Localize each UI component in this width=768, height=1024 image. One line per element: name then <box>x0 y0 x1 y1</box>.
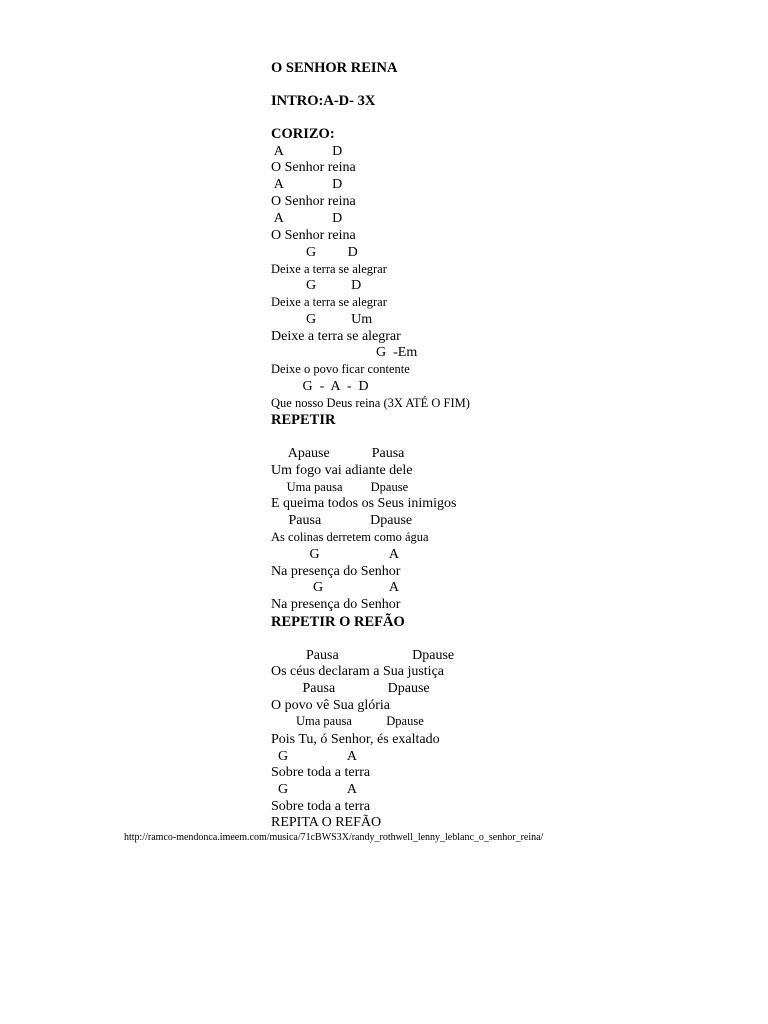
lyric-line: Pois Tu, ó Senhor, és exaltado <box>271 732 440 747</box>
lyric-line: O Senhor reina <box>271 160 356 175</box>
section-heading: REPETIR O REFÃO <box>271 614 405 630</box>
chord-line: G D <box>271 278 362 293</box>
lyric-line: Que nosso Deus reina (3X ATÉ O FIM) <box>271 396 470 410</box>
section-heading: CORIZO: <box>271 126 335 142</box>
lyric-line: Deixe a terra se alegrar <box>271 329 401 344</box>
lyric-line: E queima todos os Seus inimigos <box>271 496 457 511</box>
chord-line: Pausa Dpause <box>271 513 413 528</box>
lyric-line: Na presença do Senhor <box>271 597 401 612</box>
closing-instruction: REPITA O REFÃO <box>271 815 382 830</box>
chord-line: G Um <box>271 312 373 327</box>
lyric-line: Os céus declaram a Sua justiça <box>271 664 444 679</box>
lyric-line: O Senhor reina <box>271 228 356 243</box>
lyric-line: Deixe a terra se alegrar <box>271 295 387 309</box>
chord-line: G -Em <box>271 345 418 360</box>
chord-line: G D <box>271 245 358 260</box>
chord-line: G A <box>271 749 357 764</box>
lyric-line: O povo vê Sua glória <box>271 698 390 713</box>
source-url: http://ramco-mendonca.imeem.com/musica/71cBWS3X/randy_rothwell_lenny_leblanc_o_senhor_reina/ <box>124 832 544 843</box>
lyric-line: As colinas derretem como água <box>271 530 429 544</box>
chord-line: Uma pausa Dpause <box>271 480 409 494</box>
intro-line: INTRO:A-D- 3X <box>271 93 376 109</box>
chord-line: Pausa Dpause <box>271 681 430 696</box>
lyric-line: Um fogo vai adiante dele <box>271 463 413 478</box>
chord-line: Uma pausa Dpause <box>271 714 424 728</box>
song-title: O SENHOR REINA <box>271 60 398 76</box>
lyric-line: Sobre toda a terra <box>271 765 371 780</box>
chord-line: G A <box>271 580 399 595</box>
section-heading: REPETIR <box>271 412 336 428</box>
chord-line: Pausa Dpause <box>271 648 455 663</box>
chord-line: A D <box>271 177 343 192</box>
lyric-line: O Senhor reina <box>271 194 356 209</box>
lyric-line: Na presença do Senhor <box>271 564 401 579</box>
chord-line: A D <box>271 144 343 159</box>
lyric-line: Deixe o povo ficar contente <box>271 362 410 376</box>
chord-line: G A <box>271 782 357 797</box>
lyric-line: Sobre toda a terra <box>271 799 371 814</box>
lyric-line: Deixe a terra se alegrar <box>271 262 387 276</box>
chord-line: Apause Pausa <box>271 446 405 461</box>
chord-line: A D <box>271 211 343 226</box>
chord-line: G - A - D <box>271 379 369 394</box>
chord-line: G A <box>271 547 399 562</box>
